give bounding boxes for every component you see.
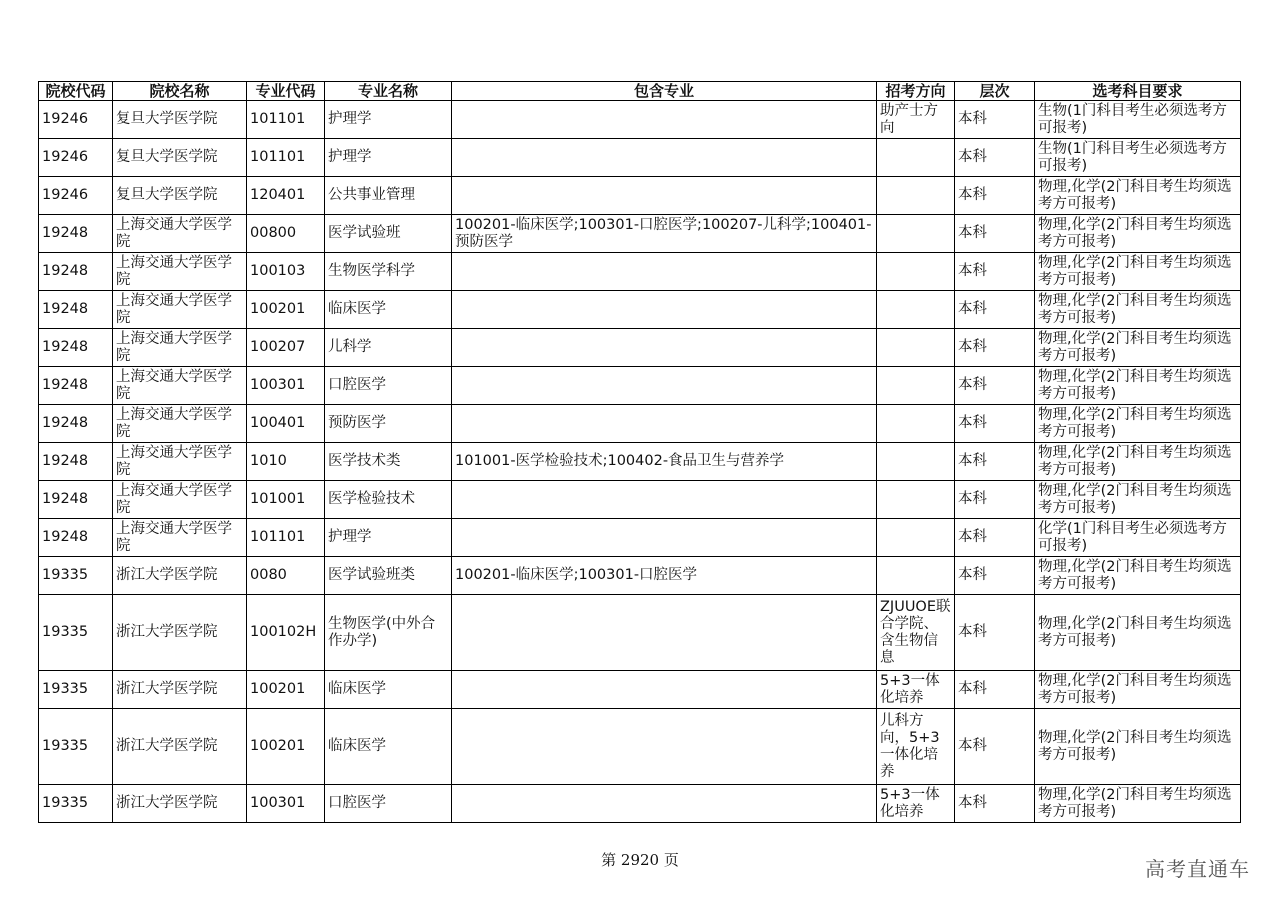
table-cell: 临床医学 (325, 709, 452, 785)
table-cell (452, 329, 877, 367)
table-cell (877, 481, 955, 519)
table-cell: 5+3一体化培养 (877, 671, 955, 709)
table-row (39, 519, 1241, 557)
table-cell (452, 253, 877, 291)
table-row (39, 405, 1241, 443)
table-cell: 医学试验班类 (325, 557, 452, 595)
table-cell: 5+3一体化培养 (877, 785, 955, 823)
table-cell: 100201 (247, 671, 325, 709)
col-header: 层次 (955, 82, 1035, 101)
table-cell: 助产士方向 (877, 101, 955, 139)
col-header: 包含专业 (452, 82, 877, 101)
table-cell: 本科 (955, 367, 1035, 405)
table-cell: 100201 (247, 709, 325, 785)
table-cell: 上海交通大学医学院 (113, 405, 247, 443)
table-cell (452, 519, 877, 557)
table-row (39, 101, 1241, 139)
table-cell: 00800 (247, 215, 325, 253)
table-cell: 19248 (39, 215, 113, 253)
table-cell: 100207 (247, 329, 325, 367)
table-cell: 复旦大学医学院 (113, 139, 247, 177)
table-cell: 19248 (39, 253, 113, 291)
table-cell: 物理,化学(2门科目考生均须选考方可报考) (1035, 443, 1241, 481)
table-cell (452, 595, 877, 671)
table-row (39, 291, 1241, 329)
table-cell: 0080 (247, 557, 325, 595)
table-cell (877, 291, 955, 329)
table-cell (877, 443, 955, 481)
table-cell: 本科 (955, 177, 1035, 215)
table-cell: 本科 (955, 557, 1035, 595)
table-cell: 本科 (955, 405, 1035, 443)
table-cell (877, 367, 955, 405)
table-cell: 本科 (955, 785, 1035, 823)
table-cell: 浙江大学医学院 (113, 709, 247, 785)
table-row (39, 139, 1241, 177)
col-header: 专业代码 (247, 82, 325, 101)
table-cell: 101101 (247, 519, 325, 557)
table-cell: 临床医学 (325, 671, 452, 709)
table-cell (452, 785, 877, 823)
table-cell (452, 177, 877, 215)
table-cell (877, 519, 955, 557)
table-cell: 本科 (955, 329, 1035, 367)
table-cell (877, 253, 955, 291)
table-cell: 物理,化学(2门科目考生均须选考方可报考) (1035, 329, 1241, 367)
table-cell: 上海交通大学医学院 (113, 253, 247, 291)
table-cell: 护理学 (325, 101, 452, 139)
table-cell: 本科 (955, 291, 1035, 329)
table-row (39, 253, 1241, 291)
table-cell: 101001 (247, 481, 325, 519)
table-cell: 医学试验班 (325, 215, 452, 253)
table-cell: 生物(1门科目考生必须选考方可报考) (1035, 101, 1241, 139)
table-cell (877, 405, 955, 443)
table-row (39, 557, 1241, 595)
table-cell: 复旦大学医学院 (113, 177, 247, 215)
table-cell: 本科 (955, 519, 1035, 557)
col-header: 专业名称 (325, 82, 452, 101)
table-row (39, 785, 1241, 823)
table-cell: 本科 (955, 671, 1035, 709)
table-cell: 101101 (247, 139, 325, 177)
table-cell: 化学(1门科目考生必须选考方可报考) (1035, 519, 1241, 557)
table-cell: 上海交通大学医学院 (113, 215, 247, 253)
table-cell: 上海交通大学医学院 (113, 329, 247, 367)
table-cell: 本科 (955, 595, 1035, 671)
table-cell (877, 215, 955, 253)
header-row (39, 82, 1241, 101)
table-cell: 100103 (247, 253, 325, 291)
table-cell: 生物医学(中外合作办学) (325, 595, 452, 671)
page-number: 第 2920 页 (601, 851, 679, 869)
table-cell: 本科 (955, 253, 1035, 291)
table-cell: 临床医学 (325, 291, 452, 329)
table-cell (877, 177, 955, 215)
table-cell: 19248 (39, 481, 113, 519)
table-cell: 19248 (39, 329, 113, 367)
table-cell: 医学技术类 (325, 443, 452, 481)
table-cell: 本科 (955, 101, 1035, 139)
table-cell: 医学检验技术 (325, 481, 452, 519)
table-cell: 19248 (39, 291, 113, 329)
table-cell (452, 139, 877, 177)
table-cell: 预防医学 (325, 405, 452, 443)
table-cell: 100201-临床医学;100301-口腔医学;100207-儿科学;100401-预防医学 (452, 215, 877, 253)
table-row (39, 709, 1241, 785)
table-cell: 19335 (39, 785, 113, 823)
table-cell: 护理学 (325, 139, 452, 177)
table-cell: ZJUUOE联合学院、含生物信息 (877, 595, 955, 671)
table-cell (877, 139, 955, 177)
col-header: 选考科目要求 (1035, 82, 1241, 101)
table-row (39, 443, 1241, 481)
table-cell (452, 101, 877, 139)
table-cell: 上海交通大学医学院 (113, 481, 247, 519)
table-cell: 19335 (39, 671, 113, 709)
table-row (39, 481, 1241, 519)
table-cell: 上海交通大学医学院 (113, 443, 247, 481)
table-cell: 儿科方向，5+3一体化培养 (877, 709, 955, 785)
table-cell: 120401 (247, 177, 325, 215)
table-cell: 生物医学科学 (325, 253, 452, 291)
table-cell: 物理,化学(2门科目考生均须选考方可报考) (1035, 557, 1241, 595)
table-cell: 儿科学 (325, 329, 452, 367)
table-cell: 浙江大学医学院 (113, 785, 247, 823)
table-cell: 上海交通大学医学院 (113, 291, 247, 329)
table-cell: 物理,化学(2门科目考生均须选考方可报考) (1035, 709, 1241, 785)
table-cell: 19248 (39, 443, 113, 481)
table-cell: 浙江大学医学院 (113, 595, 247, 671)
table-cell (452, 291, 877, 329)
table-cell: 浙江大学医学院 (113, 671, 247, 709)
table-row (39, 367, 1241, 405)
table-cell (452, 671, 877, 709)
table-cell: 物理,化学(2门科目考生均须选考方可报考) (1035, 215, 1241, 253)
table-cell: 物理,化学(2门科目考生均须选考方可报考) (1035, 367, 1241, 405)
table-cell: 物理,化学(2门科目考生均须选考方可报考) (1035, 253, 1241, 291)
watermark-text: 高考直通车 (1145, 857, 1250, 881)
table-cell: 物理,化学(2门科目考生均须选考方可报考) (1035, 671, 1241, 709)
table-cell (452, 367, 877, 405)
col-header: 院校名称 (113, 82, 247, 101)
table-cell: 口腔医学 (325, 785, 452, 823)
table-cell: 19335 (39, 557, 113, 595)
table-cell: 本科 (955, 481, 1035, 519)
table-cell (877, 329, 955, 367)
table-cell: 本科 (955, 709, 1035, 785)
col-header: 院校代码 (39, 82, 113, 101)
col-header: 招考方向 (877, 82, 955, 101)
table-cell (452, 481, 877, 519)
table-cell: 19335 (39, 709, 113, 785)
table-cell: 上海交通大学医学院 (113, 519, 247, 557)
table-cell: 本科 (955, 443, 1035, 481)
table-cell: 浙江大学医学院 (113, 557, 247, 595)
table-cell (452, 709, 877, 785)
table-cell: 上海交通大学医学院 (113, 367, 247, 405)
table-cell (877, 557, 955, 595)
table-cell: 100301 (247, 367, 325, 405)
table-cell: 19248 (39, 367, 113, 405)
table-cell (452, 405, 877, 443)
table-cell: 公共事业管理 (325, 177, 452, 215)
table-row (39, 671, 1241, 709)
table-cell: 19248 (39, 405, 113, 443)
table-cell: 100201 (247, 291, 325, 329)
table-cell: 生物(1门科目考生必须选考方可报考) (1035, 139, 1241, 177)
table-cell: 口腔医学 (325, 367, 452, 405)
table-cell: 19246 (39, 101, 113, 139)
table-row (39, 595, 1241, 671)
admission-table (38, 81, 1241, 823)
table-cell: 100102H (247, 595, 325, 671)
table-cell: 19335 (39, 595, 113, 671)
table-cell: 物理,化学(2门科目考生均须选考方可报考) (1035, 595, 1241, 671)
table-cell: 101001-医学检验技术;100402-食品卫生与营养学 (452, 443, 877, 481)
table-row (39, 329, 1241, 367)
table-cell: 100401 (247, 405, 325, 443)
table-cell: 物理,化学(2门科目考生均须选考方可报考) (1035, 405, 1241, 443)
table-row (39, 215, 1241, 253)
table-cell: 101101 (247, 101, 325, 139)
table-cell: 100201-临床医学;100301-口腔医学 (452, 557, 877, 595)
table-cell: 本科 (955, 139, 1035, 177)
table-cell: 物理,化学(2门科目考生均须选考方可报考) (1035, 481, 1241, 519)
table-cell: 19248 (39, 519, 113, 557)
table-cell: 复旦大学医学院 (113, 101, 247, 139)
table-cell: 100301 (247, 785, 325, 823)
table-cell: 物理,化学(2门科目考生均须选考方可报考) (1035, 291, 1241, 329)
table-cell: 19246 (39, 177, 113, 215)
table-cell: 物理,化学(2门科目考生均须选考方可报考) (1035, 177, 1241, 215)
table-cell: 物理,化学(2门科目考生均须选考方可报考) (1035, 785, 1241, 823)
table-cell: 本科 (955, 215, 1035, 253)
table-cell: 护理学 (325, 519, 452, 557)
table-cell: 1010 (247, 443, 325, 481)
table-cell: 19246 (39, 139, 113, 177)
table-row (39, 177, 1241, 215)
